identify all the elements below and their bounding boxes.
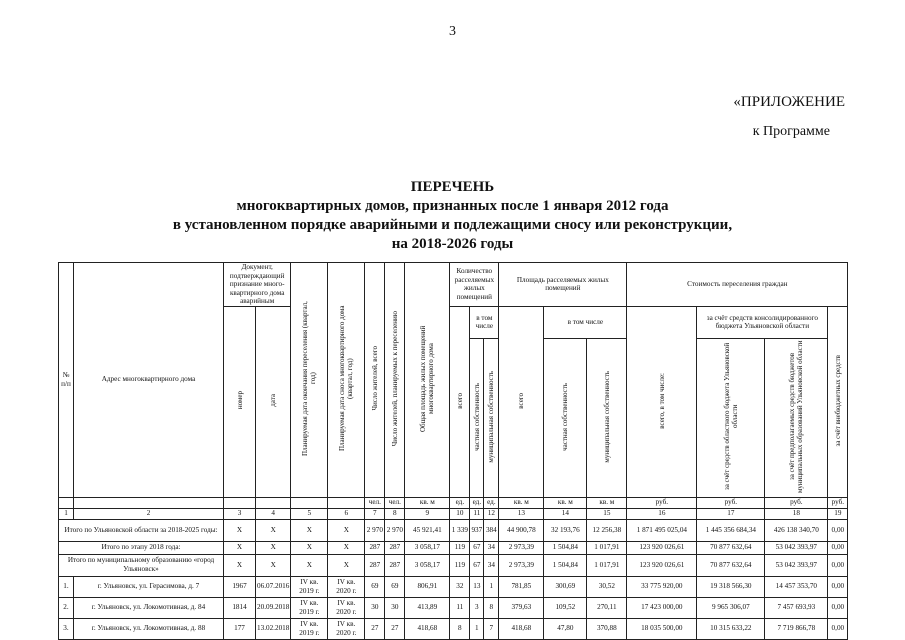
row-value: 300,69 (544, 576, 587, 597)
row-value: 379,63 (499, 597, 544, 618)
summary-x: X (291, 554, 328, 576)
row-value: 27 (365, 618, 385, 639)
row-value: 18 035 500,00 (627, 618, 697, 639)
summary-value: 1 017,91 (587, 554, 627, 576)
row-value: 8 (484, 597, 499, 618)
col-number: 15 (587, 508, 627, 519)
col-number: 7 (365, 508, 385, 519)
row-value: 69 (365, 576, 385, 597)
col-number: 4 (256, 508, 291, 519)
summary-value: 1 504,84 (544, 554, 587, 576)
row-value: 27 (385, 618, 405, 639)
row-value: 7 (484, 618, 499, 639)
row-value: 47,80 (544, 618, 587, 639)
row-value: 8 (450, 618, 470, 639)
summary-value: 0,00 (828, 541, 848, 554)
row-value: 17 423 000,00 (627, 597, 697, 618)
header-regional: за счёт средств областного бюджета Ульяновской области (722, 342, 739, 491)
row-value: 30,52 (587, 576, 627, 597)
summary-value: 2 970 (385, 519, 405, 541)
document-title: ПЕРЕЧЕНЬ многоквартирных домов, признанных после 1 января 2012 года в установленном порядке аварийными и подлежащими сносу или реконструкции, на 2018-2026 годы (172, 179, 733, 252)
header-rooms-total: всего (455, 392, 464, 409)
header-rooms-including: в том числе (470, 306, 499, 338)
header-residents-total: Число жителей, всего (370, 346, 379, 411)
row-doc-date: 13.02.2018 (256, 618, 291, 639)
header-rooms-municipal: муниципальная собственность (487, 370, 496, 463)
row-value: 109,52 (544, 597, 587, 618)
summary-value: 12 256,38 (587, 519, 627, 541)
summary-value: 0,00 (828, 554, 848, 576)
row-value: 3 (470, 597, 484, 618)
header-extra: за счёт внебюджетных средств (833, 354, 842, 447)
col-number: 10 (450, 508, 470, 519)
appendix-label: «ПРИЛОЖЕНИЕ (733, 94, 845, 110)
summary-x: X (224, 519, 256, 541)
header-planned-end: Планируемая дата окончания переселения (квартал, год) (301, 301, 318, 456)
header-rooms-private: частная собственность (472, 382, 481, 451)
summary-value: 426 138 340,70 (765, 519, 828, 541)
header-consolidated: за счёт средств консолидированного бюджета Ульяновской области (697, 306, 828, 338)
row-address: г. Ульяновск, ул. Локомотивная, д. 84 (74, 597, 224, 618)
houses-table (58, 262, 848, 640)
summary-x: X (328, 554, 365, 576)
summary-x: X (224, 554, 256, 576)
col-number: 3 (224, 508, 256, 519)
row-value: 69 (385, 576, 405, 597)
row-value: 418,68 (405, 618, 450, 639)
row-planned-end: IV кв. 2019 г. (291, 576, 328, 597)
page-number: 3 (449, 24, 456, 39)
row-value: 19 318 566,30 (697, 576, 765, 597)
col-number: 6 (328, 508, 365, 519)
row-value: 30 (385, 597, 405, 618)
header-residents-planned: Число жителей, планируемых к переселению (390, 310, 399, 447)
summary-value: 287 (385, 541, 405, 554)
summary-value: 287 (365, 541, 385, 554)
row-doc-number: 177 (224, 618, 256, 639)
row-value: 0,00 (828, 597, 848, 618)
row-value: 1 (470, 618, 484, 639)
row-doc-number: 1967 (224, 576, 256, 597)
summary-x: X (291, 541, 328, 554)
summary-value: 384 (484, 519, 499, 541)
summary-x: X (256, 554, 291, 576)
row-value: 10 315 633,22 (697, 618, 765, 639)
row-value: 14 457 353,70 (765, 576, 828, 597)
summary-value: 123 920 026,61 (627, 541, 697, 554)
row-value: 370,88 (587, 618, 627, 639)
col-number: 1 (59, 508, 74, 519)
column-numbers-row (59, 508, 848, 519)
row-value: 11 (450, 597, 470, 618)
table-row (59, 576, 848, 597)
summary-value: 53 042 393,97 (765, 541, 828, 554)
row-planned-end: IV кв. 2019 г. (291, 618, 328, 639)
row-doc-date: 20.09.2018 (256, 597, 291, 618)
row-value: 0,00 (828, 618, 848, 639)
header-local: за счёт предполагаемых средств бюджетов муниципальных образований Ульяновской области (788, 340, 805, 493)
summary-value: 45 921,41 (405, 519, 450, 541)
header-area-municipal: муниципальная собственность (602, 370, 611, 463)
col-number: 19 (828, 508, 848, 519)
header-num: № п/п (59, 263, 74, 498)
row-value: 9 965 306,07 (697, 597, 765, 618)
summary-value: 287 (365, 554, 385, 576)
summary-row (59, 541, 848, 554)
summary-value: 3 058,17 (405, 554, 450, 576)
summary-value: 1 871 495 025,04 (627, 519, 697, 541)
row-value: 0,00 (828, 576, 848, 597)
col-number: 12 (484, 508, 499, 519)
header-address: Адрес многоквартирного дома (74, 263, 224, 498)
summary-x: X (291, 519, 328, 541)
summary-value: 287 (385, 554, 405, 576)
row-value: 30 (365, 597, 385, 618)
row-value: 781,85 (499, 576, 544, 597)
header-area-private: частная собственность (561, 382, 570, 451)
table-row (59, 597, 848, 618)
summary-value: 34 (484, 554, 499, 576)
summary-label: Итого по Ульяновской области за 2018-2025 годы: (59, 519, 224, 541)
summary-value: 53 042 393,97 (765, 554, 828, 576)
header-rooms-count: Количество расселяемых жилых помещений (450, 263, 499, 307)
row-value: 418,68 (499, 618, 544, 639)
row-value: 32 (450, 576, 470, 597)
summary-value: 2 973,39 (499, 541, 544, 554)
summary-value: 1 017,91 (587, 541, 627, 554)
summary-row (59, 519, 848, 541)
summary-value: 67 (470, 541, 484, 554)
summary-value: 119 (450, 541, 470, 554)
row-doc-number: 1814 (224, 597, 256, 618)
row-value: 33 775 920,00 (627, 576, 697, 597)
header-area-total: всего (517, 392, 526, 409)
units-row: чел. чел. кв. м ед. ед. ед. кв. м кв. м кв. м руб. руб. руб. руб. (59, 497, 848, 508)
summary-value: 0,00 (828, 519, 848, 541)
summary-value: 34 (484, 541, 499, 554)
row-value: 270,11 (587, 597, 627, 618)
summary-value: 119 (450, 554, 470, 576)
row-planned-demolition: IV кв. 2020 г. (328, 597, 365, 618)
table-row (59, 618, 848, 639)
summary-value: 2 973,39 (499, 554, 544, 576)
row-value: 13 (470, 576, 484, 597)
summary-value: 1 504,84 (544, 541, 587, 554)
row-planned-demolition: IV кв. 2020 г. (328, 576, 365, 597)
summary-label: Итого по муниципальному образованию «город Ульяновск» (59, 554, 224, 576)
summary-x: X (256, 541, 291, 554)
summary-value: 123 920 026,61 (627, 554, 697, 576)
col-number: 5 (291, 508, 328, 519)
header-area-resettled: Площадь расселяемых жилых помещений (499, 263, 627, 307)
header-document: Документ, подтверждающий признание много-квартирного дома аварийным (224, 263, 291, 307)
summary-value: 70 877 632,64 (697, 541, 765, 554)
col-number: 17 (697, 508, 765, 519)
summary-value: 70 877 632,64 (697, 554, 765, 576)
header-cost-total: всего, в том числе: (657, 372, 666, 429)
row-number: 2. (59, 597, 74, 618)
row-planned-end: IV кв. 2019 г. (291, 597, 328, 618)
row-number: 1. (59, 576, 74, 597)
row-doc-date: 06.07.2016 (256, 576, 291, 597)
col-number: 16 (627, 508, 697, 519)
col-number: 8 (385, 508, 405, 519)
appendix-subtitle: к Программе (752, 124, 830, 139)
summary-value: 1 339 (450, 519, 470, 541)
row-value: 413,89 (405, 597, 450, 618)
summary-x: X (256, 519, 291, 541)
row-address: г. Ульяновск, ул. Герасимова, д. 7 (74, 576, 224, 597)
row-value: 7 719 866,78 (765, 618, 828, 639)
header-doc-date: дата (269, 394, 278, 407)
col-number: 2 (74, 508, 224, 519)
summary-value: 937 (470, 519, 484, 541)
summary-x: X (328, 519, 365, 541)
col-number: 18 (765, 508, 828, 519)
summary-value: 32 193,76 (544, 519, 587, 541)
row-value: 7 457 693,93 (765, 597, 828, 618)
row-number: 3. (59, 618, 74, 639)
header-area-including: в том числе (544, 306, 627, 338)
summary-row (59, 554, 848, 576)
header-total-area: Общая площадь жилых помещений многоквартирного дома (419, 325, 436, 432)
col-number: 9 (405, 508, 450, 519)
summary-x: X (224, 541, 256, 554)
row-value: 1 (484, 576, 499, 597)
header-cost: Стоимость переселения граждан (627, 263, 848, 307)
header-doc-number: номер (235, 391, 244, 410)
summary-value: 44 900,78 (499, 519, 544, 541)
row-value: 806,91 (405, 576, 450, 597)
summary-value: 1 445 356 684,34 (697, 519, 765, 541)
summary-value: 67 (470, 554, 484, 576)
header-planned-demolition: Планируемая дата сноса многоквартирного дома (квартал, год) (338, 305, 355, 452)
summary-x: X (328, 541, 365, 554)
summary-label: Итого по этапу 2018 года: (59, 541, 224, 554)
row-address: г. Ульяновск, ул. Локомотивная, д. 88 (74, 618, 224, 639)
row-planned-demolition: IV кв. 2020 г. (328, 618, 365, 639)
summary-value: 3 058,17 (405, 541, 450, 554)
col-number: 13 (499, 508, 544, 519)
summary-value: 2 970 (365, 519, 385, 541)
col-number: 11 (470, 508, 484, 519)
col-number: 14 (544, 508, 587, 519)
